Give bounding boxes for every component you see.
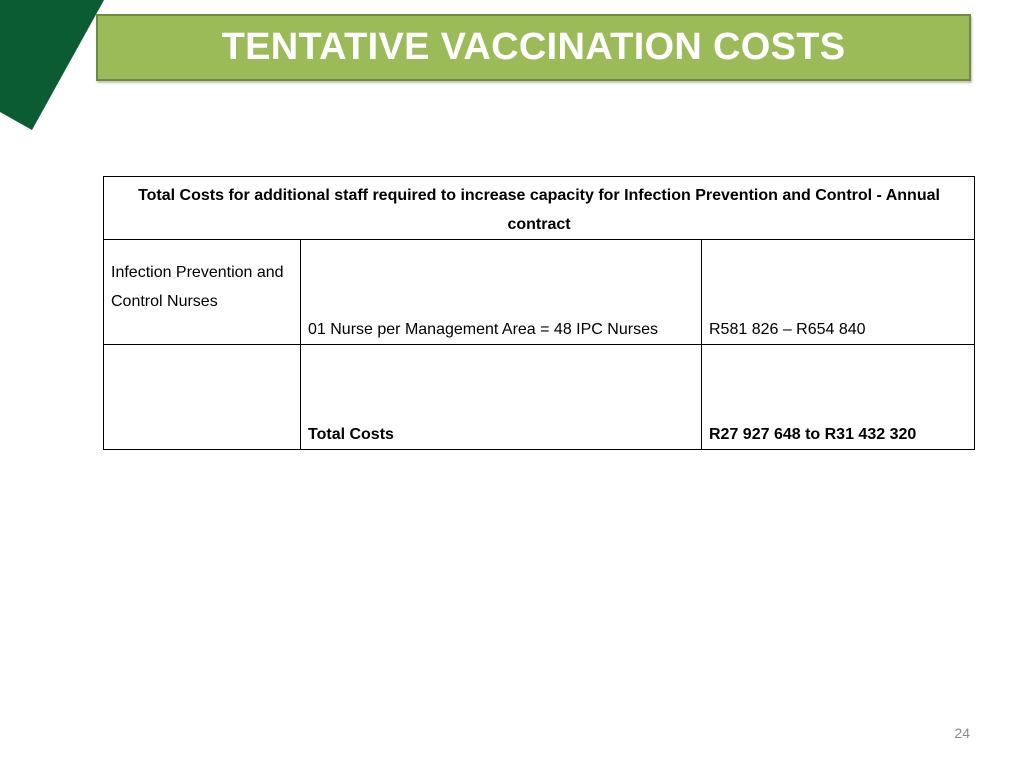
table-row [104,240,975,345]
page-number: 24 [954,725,970,741]
page-title: TENTATIVE VACCINATION COSTS [221,26,846,68]
total-cost-cell: R27 927 648 to R31 432 320 [702,345,975,450]
table-header-row [104,177,975,240]
role-cell-empty [104,345,301,450]
title-banner [96,14,971,81]
total-label-cell: Total Costs [301,345,702,450]
description-cell: 01 Nurse per Management Area = 48 IPC Nurses [301,240,702,345]
corner-decoration-icon [0,0,110,135]
cost-cell: R581 826 – R654 840 [702,240,975,345]
cost-table [103,176,975,450]
table-header-cell: Total Costs for additional staff required to increase capacity for Infection Prevention and Control - Annual contract [104,177,975,240]
role-cell: Infection Prevention and Control Nurses [104,240,301,345]
table-row-total [104,345,975,450]
